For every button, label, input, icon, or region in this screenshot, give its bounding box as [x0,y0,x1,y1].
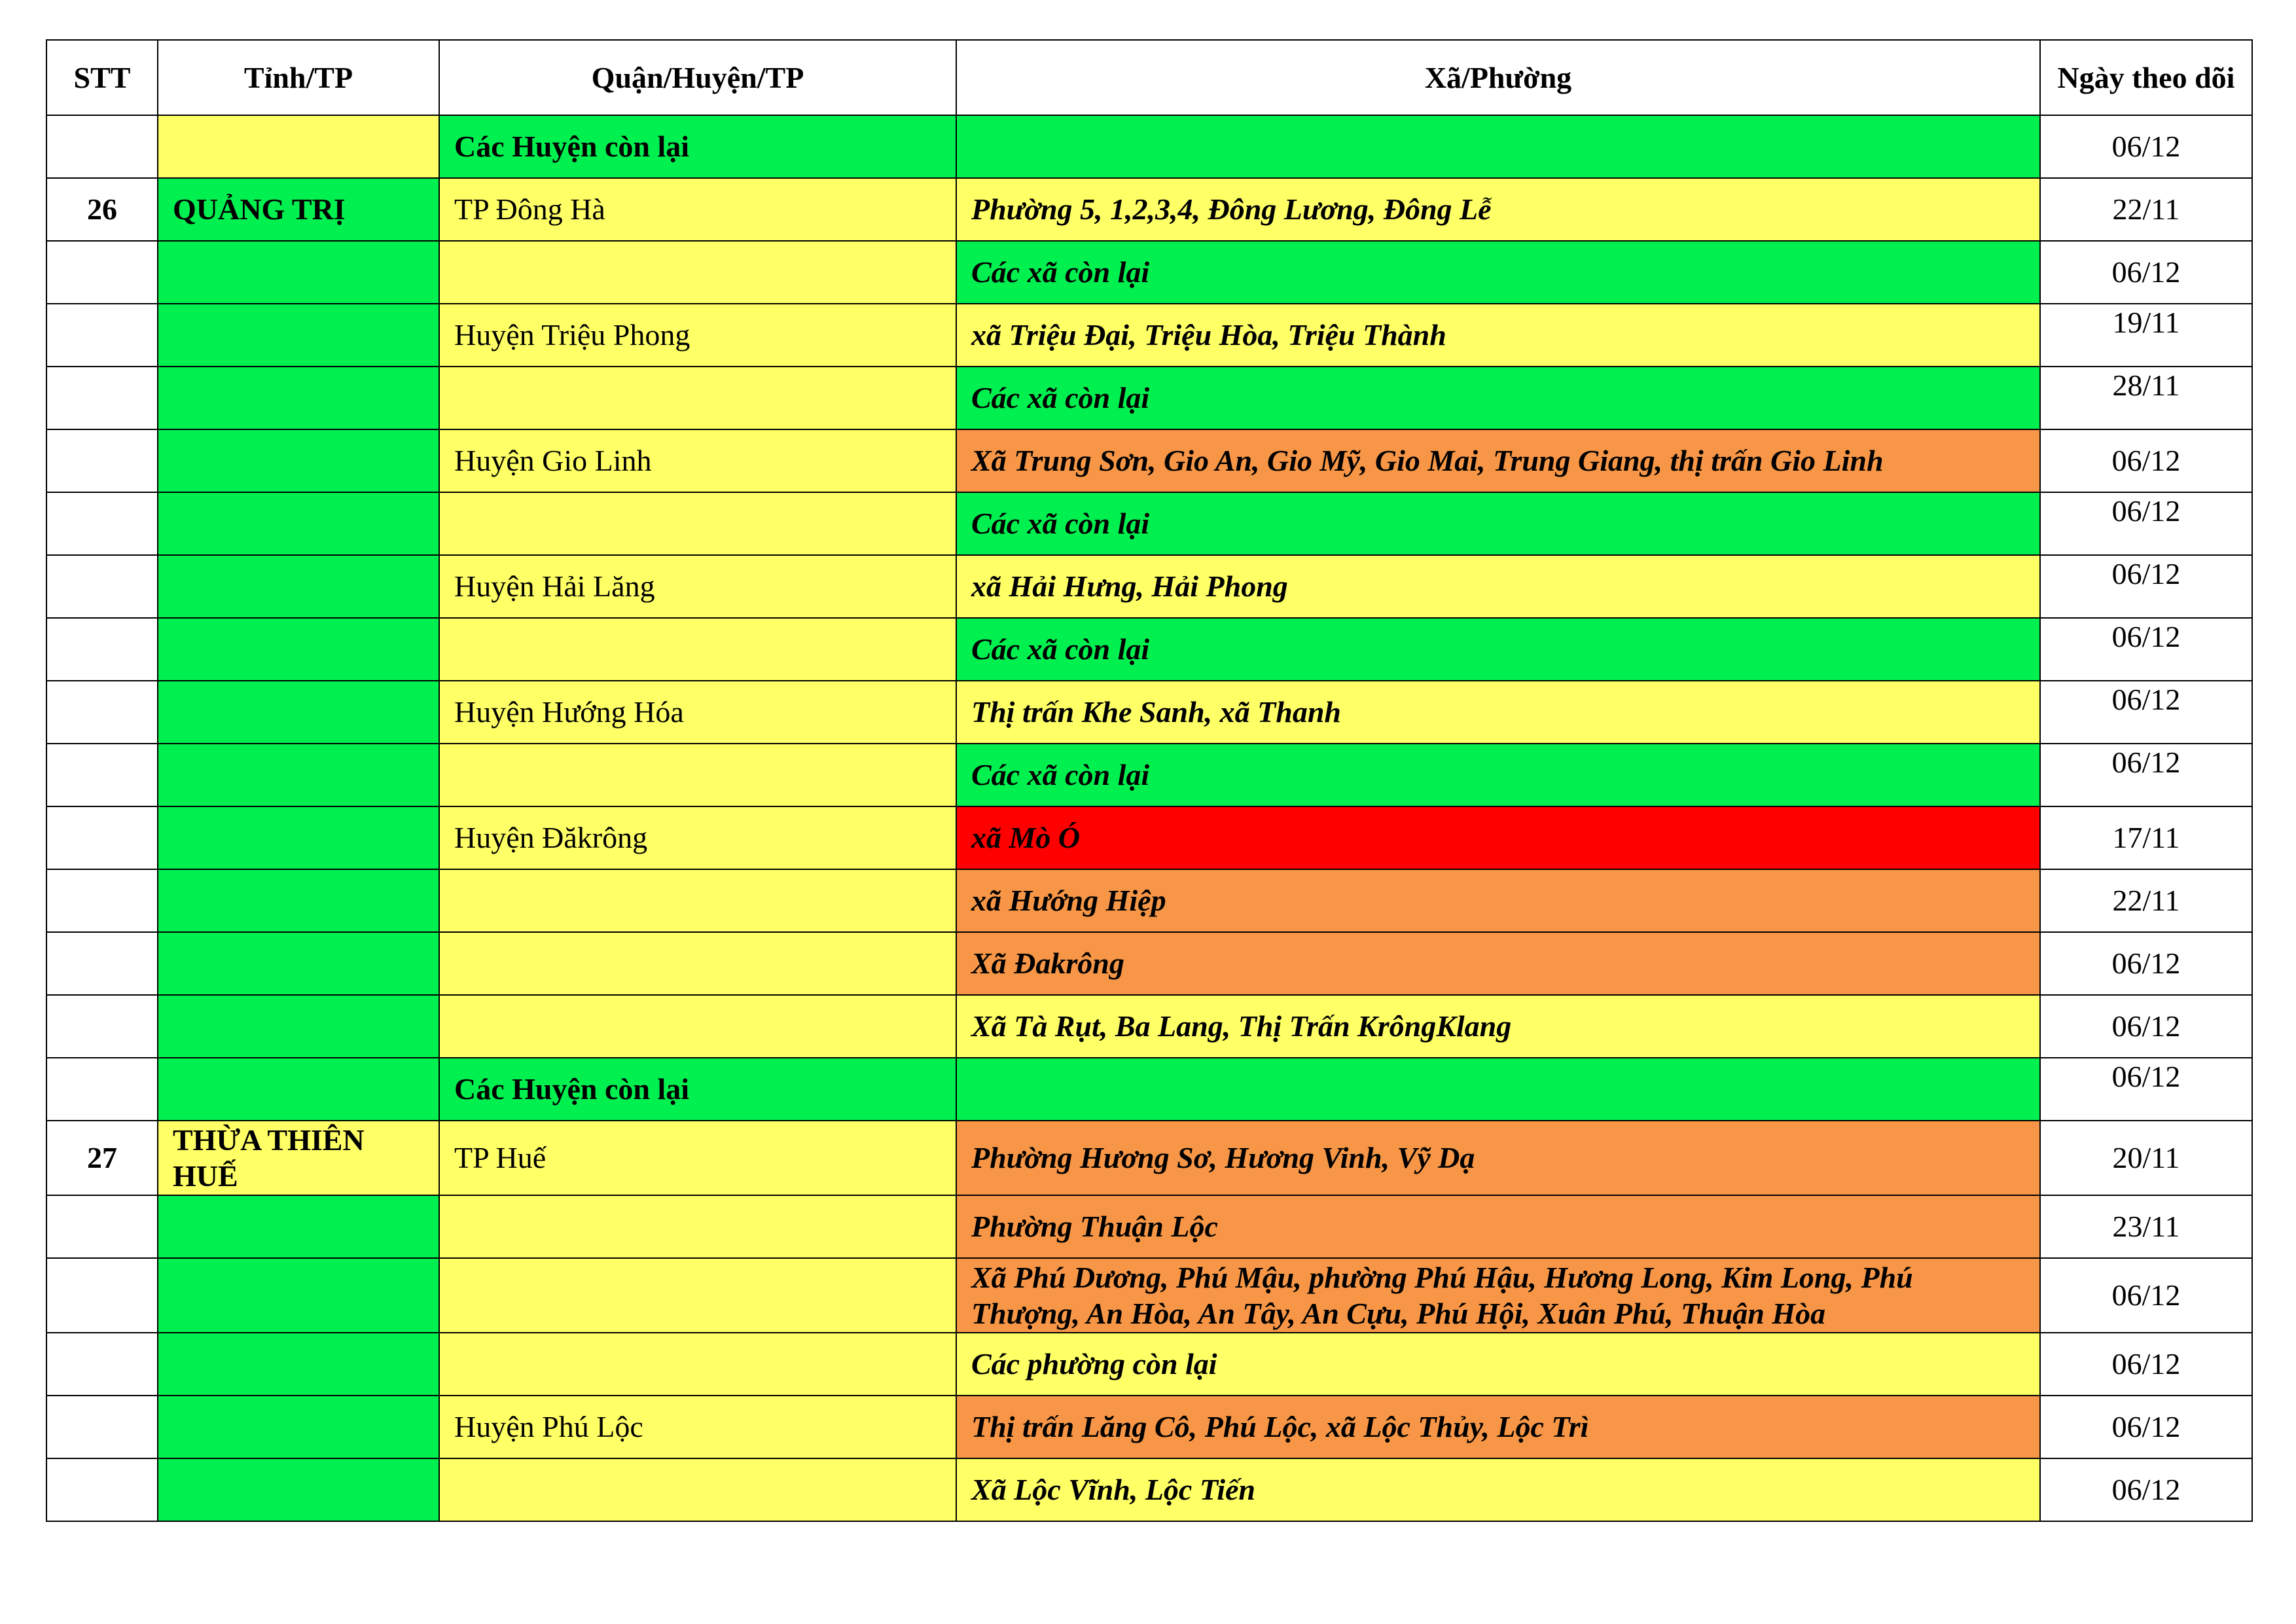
district-cell: TP Đông Hà [439,178,956,241]
province-cell [158,1195,439,1258]
stt-cell [46,744,158,806]
date-cell: 06/12 [2040,555,2252,618]
ward-cell: xã Hải Hưng, Hải Phong [956,555,2040,618]
date-cell: 20/11 [2040,1121,2252,1195]
ward-cell: Thị trấn Khe Sanh, xã Thanh [956,681,2040,744]
district-cell [439,618,956,681]
date-cell: 06/12 [2040,115,2252,178]
stt-cell [46,1195,158,1258]
date-cell: 06/12 [2040,1396,2252,1458]
date-cell: 17/11 [2040,806,2252,869]
date-cell: 06/12 [2040,932,2252,995]
ward-cell [956,1058,2040,1121]
district-cell: Huyện Phú Lộc [439,1396,956,1458]
table-row [46,1333,2252,1396]
table-row [46,492,2252,555]
district-cell: Các Huyện còn lại [439,115,956,178]
ward-cell: Xã Phú Dương, Phú Mậu, phường Phú Hậu, Hương Long, Kim Long, Phú Thượng, An Hòa, An Tây, An Cựu, Phú Hội, Xuân Phú, Thuận Hòa [956,1258,2040,1333]
table-row [46,618,2252,681]
district-cell [439,1333,956,1396]
date-cell: 06/12 [2040,1333,2252,1396]
district-cell: Huyện Triệu Phong [439,304,956,367]
table-row [46,806,2252,869]
district-cell [439,241,956,304]
date-cell: 06/12 [2040,681,2252,744]
district-cell [439,995,956,1058]
stt-cell [46,115,158,178]
table-row [46,1195,2252,1258]
ward-cell: Xã Tà Rụt, Ba Lang, Thị Trấn KrôngKlang [956,995,2040,1058]
date-cell: 06/12 [2040,429,2252,492]
table-row [46,241,2252,304]
ward-cell: Các phường còn lại [956,1333,2040,1396]
stt-cell: 26 [46,178,158,241]
ward-cell: Các xã còn lại [956,367,2040,429]
province-cell [158,1333,439,1396]
district-cell [439,1195,956,1258]
stt-cell [46,429,158,492]
ward-cell: Xã Lộc Vĩnh, Lộc Tiến [956,1458,2040,1521]
district-cell [439,1258,956,1333]
table-row [46,869,2252,932]
stt-cell [46,618,158,681]
date-cell: 06/12 [2040,1258,2252,1333]
table-row [46,1458,2252,1521]
district-cell: TP Huế [439,1121,956,1195]
province-cell [158,241,439,304]
province-cell: THỪA THIÊN HUẾ [158,1121,439,1195]
province-cell [158,115,439,178]
ward-cell: Xã Trung Sơn, Gio An, Gio Mỹ, Gio Mai, Trung Giang, thị trấn Gio Linh [956,429,2040,492]
date-cell: 23/11 [2040,1195,2252,1258]
province-cell [158,1458,439,1521]
date-cell: 06/12 [2040,1058,2252,1121]
province-cell [158,1396,439,1458]
table-row [46,429,2252,492]
header-row [46,40,2252,115]
covid-zone-table [46,39,2253,1522]
stt-cell [46,806,158,869]
stt-cell [46,367,158,429]
ward-cell: Các xã còn lại [956,744,2040,806]
stt-cell [46,492,158,555]
stt-cell [46,1333,158,1396]
stt-cell [46,995,158,1058]
table-row [46,115,2252,178]
stt-cell [46,869,158,932]
province-cell [158,681,439,744]
stt-cell [46,681,158,744]
table-row [46,1121,2252,1195]
stt-cell [46,1058,158,1121]
stt-cell [46,1396,158,1458]
province-cell [158,744,439,806]
province-cell [158,995,439,1058]
ward-cell: xã Mò Ó [956,806,2040,869]
header-district: Quận/Huyện/TP [439,40,956,115]
province-cell [158,367,439,429]
district-cell: Huyện Hải Lăng [439,555,956,618]
district-cell [439,492,956,555]
table-row [46,681,2252,744]
province-cell [158,618,439,681]
table-body [46,115,2252,1521]
ward-cell: Thị trấn Lăng Cô, Phú Lộc, xã Lộc Thủy, Lộc Trì [956,1396,2040,1458]
ward-cell: Xã Đakrông [956,932,2040,995]
header-date: Ngày theo dõi [2040,40,2252,115]
ward-cell: Các xã còn lại [956,241,2040,304]
stt-cell [46,1458,158,1521]
ward-cell [956,115,2040,178]
district-cell [439,869,956,932]
district-cell: Huyện Đăkrông [439,806,956,869]
header-province: Tỉnh/TP [158,40,439,115]
date-cell: 06/12 [2040,744,2252,806]
ward-cell: Các xã còn lại [956,618,2040,681]
stt-cell [46,932,158,995]
district-cell: Huyện Hướng Hóa [439,681,956,744]
date-cell: 19/11 [2040,304,2252,367]
table-row [46,932,2252,995]
table-row [46,304,2252,367]
stt-cell: 27 [46,1121,158,1195]
province-cell [158,869,439,932]
district-cell [439,932,956,995]
province-cell [158,1058,439,1121]
date-cell: 06/12 [2040,1458,2252,1521]
header-ward: Xã/Phường [956,40,2040,115]
province-cell [158,492,439,555]
table-row [46,555,2252,618]
date-cell: 06/12 [2040,618,2252,681]
date-cell: 06/12 [2040,241,2252,304]
province-cell [158,1258,439,1333]
table-row [46,744,2252,806]
district-cell [439,1458,956,1521]
ward-cell: xã Triệu Đại, Triệu Hòa, Triệu Thành [956,304,2040,367]
ward-cell: xã Hướng Hiệp [956,869,2040,932]
ward-cell: Phường 5, 1,2,3,4, Đông Lương, Đông Lễ [956,178,2040,241]
stt-cell [46,241,158,304]
table-row [46,995,2252,1058]
table-row [46,1396,2252,1458]
province-cell: QUẢNG TRỊ [158,178,439,241]
district-cell: Các Huyện còn lại [439,1058,956,1121]
stt-cell [46,555,158,618]
date-cell: 06/12 [2040,492,2252,555]
province-cell [158,304,439,367]
district-cell: Huyện Gio Linh [439,429,956,492]
date-cell: 06/12 [2040,995,2252,1058]
stt-cell [46,1258,158,1333]
date-cell: 22/11 [2040,178,2252,241]
province-cell [158,429,439,492]
date-cell: 22/11 [2040,869,2252,932]
table-row [46,178,2252,241]
province-cell [158,932,439,995]
ward-cell: Các xã còn lại [956,492,2040,555]
table-row [46,1058,2252,1121]
ward-cell: Phường Hương Sơ, Hương Vinh, Vỹ Dạ [956,1121,2040,1195]
stt-cell [46,304,158,367]
province-cell [158,555,439,618]
table-row [46,367,2252,429]
table-row [46,1258,2252,1333]
district-cell [439,744,956,806]
district-cell [439,367,956,429]
date-cell: 28/11 [2040,367,2252,429]
province-cell [158,806,439,869]
ward-cell: Phường Thuận Lộc [956,1195,2040,1258]
header-stt: STT [46,40,158,115]
